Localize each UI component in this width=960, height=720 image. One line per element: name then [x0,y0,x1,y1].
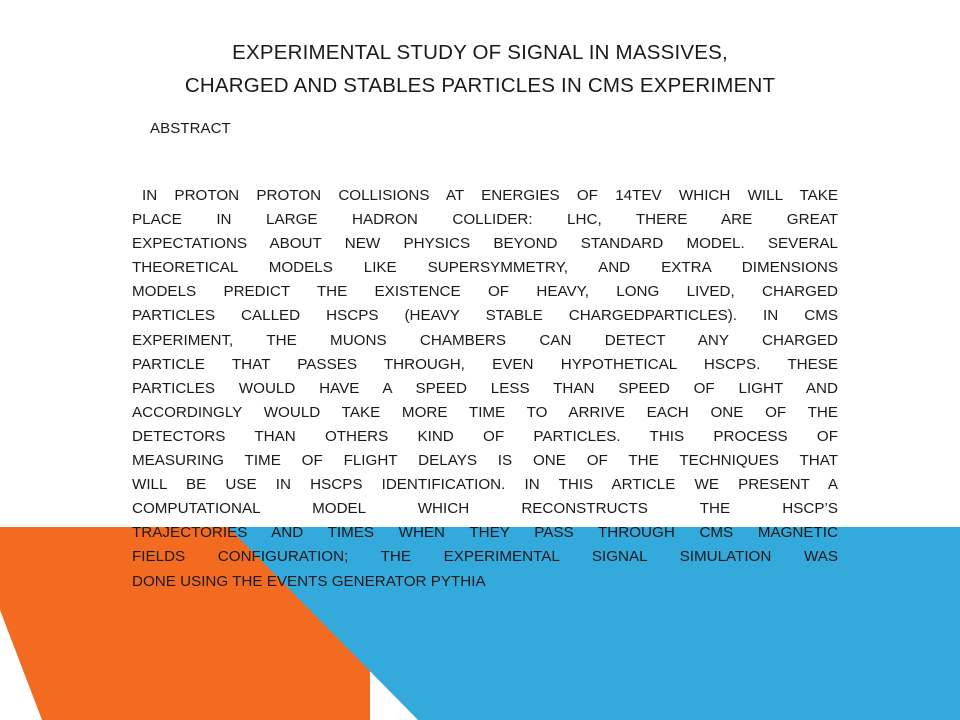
abstract-line: PARTICLES WOULD HAVE A SPEED LESS THAN SPEED OF LIGHT AND [132,379,838,397]
abstract-line: THEORETICAL MODELS LIKE SUPERSYMMETRY, AND EXTRA DIMENSIONS [132,259,838,277]
abstract-line: PARTICLES CALLED HSCPS (HEAVY STABLE CHARGEDPARTICLES). IN CMS [132,307,838,325]
abstract-line: IN PROTON PROTON COLLISIONS AT ENERGIES OF 14TEV WHICH WILL TAKE [142,187,838,204]
title-line: CHARGED AND STABLES PARTICLES IN CMS EXPERIMENT [184,74,776,97]
section-heading: ABSTRACT [150,120,231,137]
abstract-line: PLACE IN LARGE HADRON COLLIDER: LHC, THERE ARE GREAT [132,211,838,229]
abstract-line: COMPUTATIONAL MODEL WHICH RECONSTRUCTS THE HSCP’S [132,500,838,518]
abstract-line: DONE USING THE EVENTS GENERATOR PYTHIA [132,572,486,590]
abstract-line: EXPERIMENT, THE MUONS CHAMBERS CAN DETECT ANY CHARGED [132,331,838,349]
abstract-line: PARTICLE THAT PASSES THROUGH, EVEN HYPOTHETICAL HSCPS. THESE [132,355,838,373]
abstract-line: TRAJECTORIES AND TIMES WHEN THEY PASS THROUGH CMS MAGNETIC [132,524,838,542]
abstract-line: EXPECTATIONS ABOUT NEW PHYSICS BEYOND STANDARD MODEL. SEVERAL [132,235,838,253]
abstract-line: FIELDS CONFIGURATION; THE EXPERIMENTAL SIGNAL SIMULATION WAS [132,548,838,566]
abstract-text [132,184,838,594]
slide-title [110,36,850,102]
title-line: EXPERIMENTAL STUDY OF SIGNAL IN MASSIVES, [232,41,728,64]
abstract-line: WILL BE USE IN HSCPS IDENTIFICATION. IN THIS ARTICLE WE PRESENT A [132,476,838,494]
abstract-line: MODELS PREDICT THE EXISTENCE OF HEAVY, LONG LIVED, CHARGED [132,283,838,301]
abstract-line: ACCORDINGLY WOULD TAKE MORE TIME TO ARRIVE EACH ONE OF THE [132,403,838,421]
abstract-line: DETECTORS THAN OTHERS KIND OF PARTICLES. THIS PROCESS OF [132,427,838,445]
abstract-line: MEASURING TIME OF FLIGHT DELAYS IS ONE OF THE TECHNIQUES THAT [132,452,838,470]
